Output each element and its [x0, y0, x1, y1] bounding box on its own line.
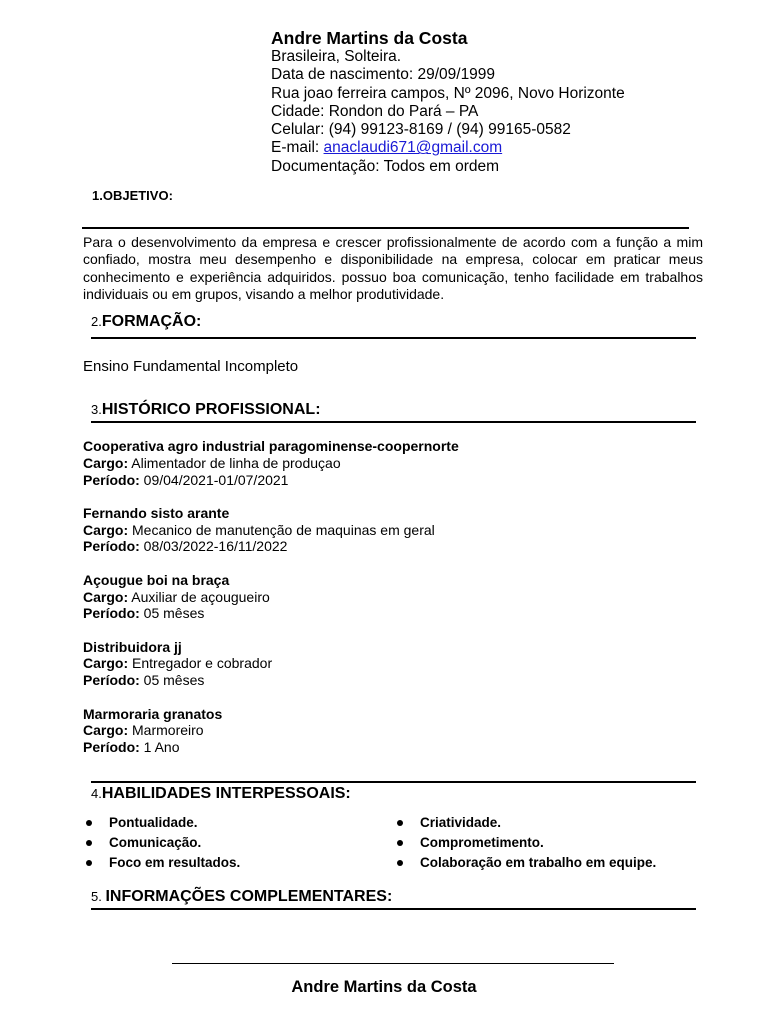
period-label: Período:: [83, 471, 140, 488]
formation-text: Ensino Fundamental Incompleto: [83, 358, 299, 375]
job-entry: [83, 639, 703, 689]
objective-divider: [82, 227, 689, 229]
bullet-icon: [397, 820, 403, 826]
skill-label: Comunicação.: [109, 835, 202, 850]
skill-item: [83, 833, 240, 853]
bullet-icon: [397, 840, 403, 846]
job-company: Cooperativa agro industrial paragominense-coopernorte: [83, 438, 459, 454]
signature-name: Andre Martins da Costa: [291, 978, 477, 996]
history-divider: [91, 421, 696, 423]
role-label: Cargo:: [83, 454, 129, 471]
complementary-divider: [91, 908, 696, 910]
documentation: Documentação: Todos em ordem: [271, 157, 500, 175]
skills-number: 4.: [91, 786, 102, 801]
candidate-name: Andre Martins da Costa: [271, 28, 468, 48]
job-role: Alimentador de linha de produçao: [131, 454, 341, 471]
job-company: Açougue boi na braça: [83, 571, 230, 588]
formation-number: 2.: [91, 314, 102, 329]
history-title: HISTÓRICO PROFISSIONAL:: [101, 401, 321, 418]
nationality: Brasileira, Solteira.: [271, 48, 402, 65]
complementary-heading: [91, 888, 392, 906]
bullet-icon: [86, 820, 92, 826]
skill-item: [394, 853, 656, 873]
skill-label: Pontualidade.: [109, 815, 198, 830]
skill-label: Foco em resultados.: [109, 855, 241, 870]
email-link[interactable]: anaclaudi671@gmail.com: [323, 139, 503, 157]
skills-top-divider: [91, 781, 696, 783]
job-role: Mecanico de manutenção de maquinas em geral: [132, 521, 435, 538]
job-role: Marmoreiro: [132, 722, 204, 739]
objective-title: OBJETIVO:: [102, 188, 173, 203]
role-label: Cargo:: [83, 655, 129, 672]
job-entry: [83, 505, 703, 555]
address: Rua joao ferreira campos, Nº 2096, Novo Horizonte: [271, 84, 625, 102]
period-label: Período:: [83, 605, 140, 622]
skill-label: Comprometimento.: [420, 835, 544, 850]
role-label: Cargo:: [83, 588, 129, 605]
phone: Celular: (94) 99123-8169 / (94) 99165-0582: [271, 121, 571, 139]
job-period: 1 Ano: [143, 739, 180, 756]
signature-line: [172, 963, 614, 964]
skills-list-left: [83, 813, 240, 873]
bullet-icon: [86, 840, 92, 846]
skill-label: Criatividade.: [420, 815, 502, 830]
city: Cidade: Rondon do Pará – PA: [271, 102, 479, 120]
skill-item: [394, 833, 656, 853]
formation-title: FORMAÇÃO:: [101, 313, 202, 330]
job-list: [83, 438, 703, 772]
objective-text: Para o desenvolvimento da empresa e crescer profissionalmente de acordo com a função a mim confiado, mostra meu desempenho e disponibilidade na empresa, colocar em praticar meus conhecimento e experiência adquiridos. possuo boa comunicação, tenho facilidade em trabalhos individuais ou em grupos, visando a melhor produtividade.: [83, 234, 703, 302]
role-label: Cargo:: [83, 521, 129, 538]
skills-heading: [91, 785, 351, 803]
job-period: 09/04/2021-01/07/2021: [143, 471, 289, 488]
formation-heading: [91, 313, 201, 331]
bullet-icon: [397, 860, 403, 866]
job-entry: [83, 572, 703, 622]
job-period: 05 mêses: [143, 672, 205, 689]
history-number: 3.: [91, 402, 102, 417]
complementary-number: 5.: [91, 889, 106, 904]
complementary-title: INFORMAÇÕES COMPLEMENTARES:: [105, 888, 393, 905]
skills-list-right: [394, 813, 656, 873]
job-role: Auxiliar de açougueiro: [131, 588, 270, 605]
skills-title: HABILIDADES INTERPESSOAIS:: [101, 785, 351, 802]
job-company: Marmoraria granatos: [83, 705, 223, 722]
objective-number: 1.: [92, 188, 103, 203]
skill-item: [83, 853, 240, 873]
period-label: Período:: [83, 538, 140, 555]
job-entry: [83, 706, 703, 756]
history-heading: [91, 401, 321, 419]
job-entry: [83, 438, 703, 488]
bullet-icon: [86, 860, 92, 866]
email-label: E-mail:: [271, 139, 324, 157]
personal-info: [271, 29, 741, 176]
skill-item: [83, 813, 240, 833]
job-company: Fernando sisto arante: [83, 504, 230, 521]
objective-heading: [92, 188, 173, 203]
skill-item: [394, 813, 656, 833]
job-role: Entregador e cobrador: [132, 655, 273, 672]
period-label: Período:: [83, 672, 140, 689]
skill-label: Colaboração em trabalho em equipe.: [420, 855, 657, 870]
formation-divider: [91, 337, 696, 339]
birth-date: Data de nascimento: 29/09/1999: [271, 66, 496, 84]
email-line: [271, 139, 741, 157]
job-period: 05 mêses: [143, 605, 205, 622]
job-company: Distribuidora jj: [83, 638, 182, 655]
job-period: 08/03/2022-16/11/2022: [143, 538, 288, 555]
role-label: Cargo:: [83, 722, 129, 739]
period-label: Período:: [83, 739, 140, 756]
